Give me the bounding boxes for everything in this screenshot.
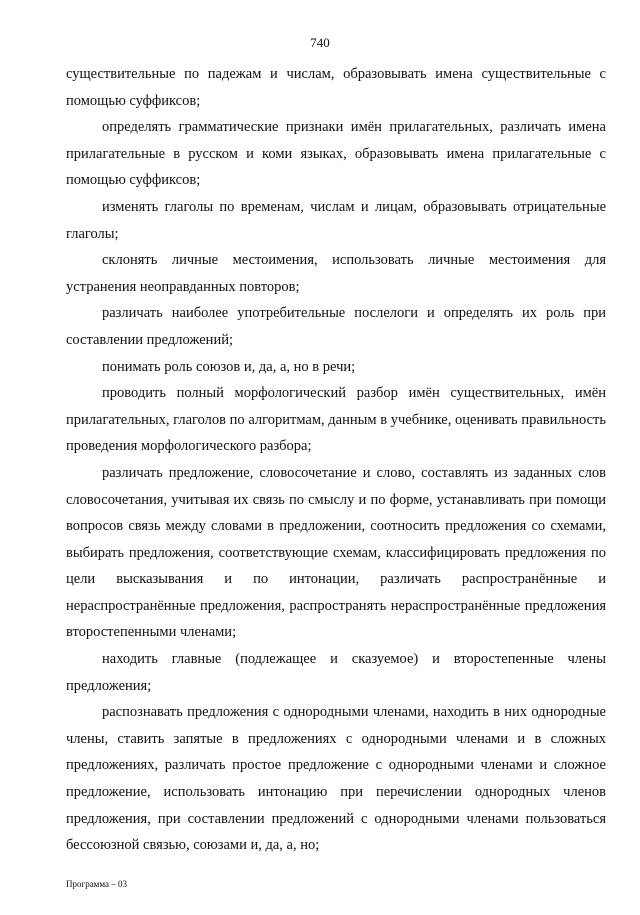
paragraph: определять грамматические признаки имён прилагательных, различать имена прилагательные в русском и коми языках, образовывать имена прилагательные с помощью суффиксов;: [66, 119, 606, 189]
paragraph: понимать роль союзов и, да, а, но в речи;: [102, 358, 356, 375]
paragraph: различать наиболее употребительные послелоги и определять их роль при составлении предложений;: [66, 305, 606, 348]
paragraph: склонять личные местоимения, использовать личные местоимения для устранения неоправданных повторов;: [66, 252, 606, 295]
page-number: 740: [310, 35, 330, 50]
paragraph: находить главные (подлежащее и сказуемое) и второстепенные члены предложения;: [66, 651, 606, 694]
paragraph: проводить полный морфологический разбор имён существительных, имён прилагательных, глаголов по алгоритмам, данным в учебнике, оценивать правильность проведения морфологического разбора;: [66, 385, 606, 455]
paragraph: распознавать предложения с однородными членами, находить в них однородные члены, ставить запятые в предложениях с однородными членами и в сложных предложениях, различать простое предложение с однородными членами и сложное предложение, использовать интонацию при перечислении однородных членов предложения, при составлении предложений с однородными членами пользоваться бессоюзной связью, союзами и, да, а, но;: [66, 704, 606, 854]
footer-label: Программа – 03: [66, 879, 128, 889]
paragraph: различать предложение, словосочетание и слово, составлять из заданных слов словосочетания, учитывая их связь по смыслу и по форме, устанавливать при помощи вопросов связь между словами в предложении, соотносить предложения со схемами, выбирать предложения, соответствующие схемам, классифицировать предложения по цели высказывания и по интонации, различать распространённые и нераспространённые предложения, распространять нераспространённые предложения второстепенными членами;: [66, 464, 606, 641]
document-body: [66, 61, 606, 859]
paragraph: изменять глаголы по временам, числам и лицам, образовывать отрицательные глаголы;: [66, 198, 606, 242]
paragraph: существительные по падежам и числам, образовывать имена существительные с помощью суффиксов;: [66, 66, 606, 109]
